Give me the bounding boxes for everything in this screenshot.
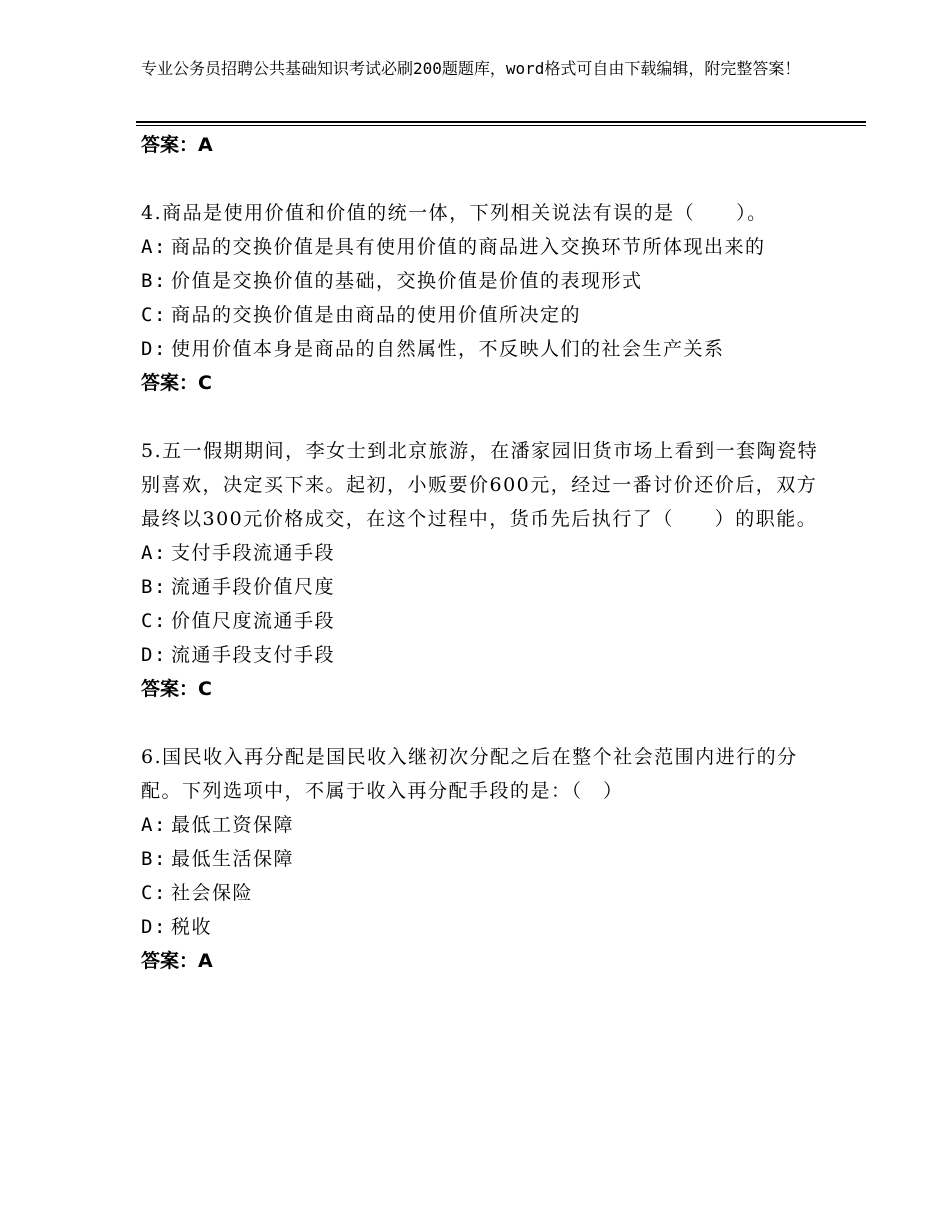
option-a	[141, 536, 821, 570]
option-text: 社会保险	[171, 882, 254, 904]
content	[141, 128, 821, 978]
answer-q3: 答案：A	[141, 134, 213, 156]
option-b	[141, 842, 821, 876]
option-text: 商品的交换价值是具有使用价值的商品进入交换环节所体现出来的	[171, 236, 766, 258]
option-letter: C:	[141, 304, 167, 326]
option-c	[141, 604, 821, 638]
question-text: 4.商品是使用价值和价值的统一体，下列相关说法有误的是（ ）。	[141, 202, 768, 224]
page-header: 专业公务员招聘公共基础知识考试必刷200题题库，word格式可自由下载编辑，附完整答案！	[141, 59, 801, 78]
option-c	[141, 876, 821, 910]
question-5	[141, 434, 821, 706]
option-text: 最低工资保障	[171, 814, 295, 836]
option-text: 税收	[171, 916, 213, 938]
question-text: 6.国民收入再分配是国民收入继初次分配之后在整个社会范围内进行的分配。下列选项中，不属于收入再分配手段的是：（ ）	[141, 746, 798, 802]
option-letter: D:	[141, 644, 167, 666]
option-letter: B:	[141, 848, 167, 870]
option-letter: A:	[141, 542, 167, 564]
option-text: 支付手段流通手段	[171, 542, 336, 564]
option-a	[141, 230, 821, 264]
option-text: 流通手段支付手段	[171, 644, 336, 666]
option-d	[141, 332, 821, 366]
option-letter: B:	[141, 576, 167, 598]
option-b	[141, 264, 821, 298]
option-text: 价值尺度流通手段	[171, 610, 336, 632]
option-text: 价值是交换价值的基础，交换价值是价值的表现形式	[171, 270, 643, 292]
option-letter: D:	[141, 338, 167, 360]
answer: 答案：C	[141, 372, 212, 394]
header-rule-thin	[136, 125, 866, 126]
option-text: 最低生活保障	[171, 848, 295, 870]
header-rule	[136, 121, 866, 123]
option-a	[141, 808, 821, 842]
answer: 答案：A	[141, 950, 213, 972]
option-d	[141, 910, 821, 944]
option-letter: C:	[141, 610, 167, 632]
option-d	[141, 638, 821, 672]
option-letter: D:	[141, 916, 167, 938]
question-6	[141, 740, 821, 978]
option-letter: A:	[141, 814, 167, 836]
option-text: 流通手段价值尺度	[171, 576, 336, 598]
option-text: 使用价值本身是商品的自然属性，不反映人们的社会生产关系	[171, 338, 725, 360]
option-c	[141, 298, 821, 332]
option-text: 商品的交换价值是由商品的使用价值所决定的	[171, 304, 582, 326]
option-letter: B:	[141, 270, 167, 292]
question-4	[141, 196, 821, 400]
answer: 答案：C	[141, 678, 212, 700]
option-letter: A:	[141, 236, 167, 258]
question-text: 5.五一假期期间，李女士到北京旅游，在潘家园旧货市场上看到一套陶瓷特别喜欢，决定买下来。起初，小贩要价600元，经过一番讨价还价后，双方最终以300元价格成交，在这个过程中，货币先后执行了（ ）的职能。	[141, 440, 819, 530]
option-letter: C:	[141, 882, 167, 904]
option-b	[141, 570, 821, 604]
